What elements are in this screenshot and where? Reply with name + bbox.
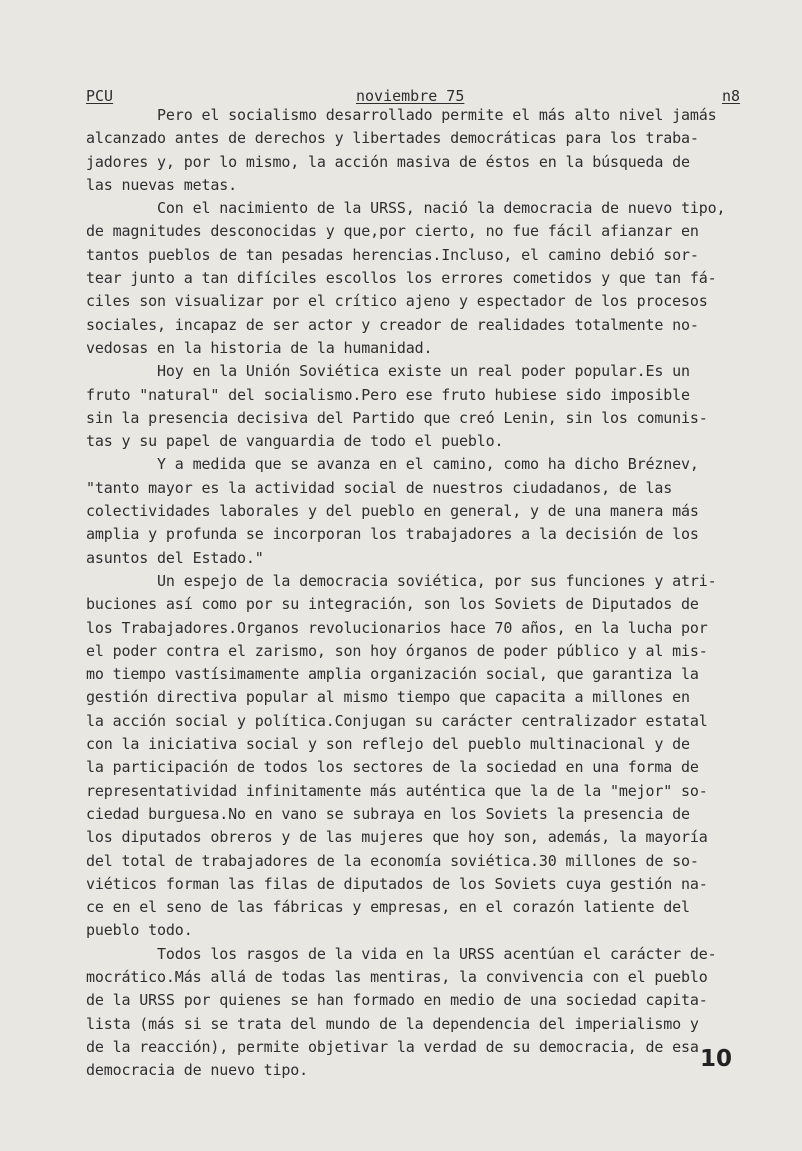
text-line: asuntos del Estado.": [86, 548, 264, 567]
text-line: "tanto mayor es la actividad social de nuestros ciudadanos, de las: [86, 478, 673, 497]
header-issue-number: n8: [721, 87, 740, 105]
text-line: la acción social y política.Conjugan su carácter centralizador estatal: [86, 711, 708, 730]
text-line: gestión directiva popular al mismo tiempo que capacita a millones en: [86, 688, 690, 707]
text-line: ciles son visualizar por el crítico ajeno y espectador de los procesos: [86, 292, 708, 311]
page-number: 10: [700, 1046, 733, 1072]
text-line: Y a medida que se avanza en el camino, como ha dicho Bréznev,: [86, 455, 699, 474]
text-line: fruto "natural" del socialismo.Pero ese fruto hubiese sido imposible: [86, 385, 690, 404]
text-line: tear junto a tan difíciles escollos los errores cometidos y que tan fá-: [86, 269, 717, 288]
text-line: de la URSS por quienes se han formado en medio de una sociedad capita-: [86, 991, 708, 1010]
text-line: mo tiempo vastísimamente amplia organización social, que garantiza la: [86, 665, 699, 684]
text-line: de la reacción), permite objetivar la verdad de su democracia, de esa: [86, 1037, 699, 1056]
text-line: Pero el socialismo desarrollado permite el más alto nivel jamás: [86, 106, 717, 124]
text-line: de magnitudes desconocidas y que,por cierto, no fue fácil afianzar en: [86, 222, 699, 241]
text-line: colectividades laborales y del pueblo en general, y de una manera más: [86, 502, 699, 521]
body-text: [86, 104, 750, 1082]
text-line: Hoy en la Unión Soviética existe un real poder popular.Es un: [86, 362, 690, 381]
text-line: jadores y, por lo mismo, la acción masiva de éstos en la búsqueda de: [86, 152, 690, 171]
text-line: representatividad infinitamente más auténtica que la de la "mejor" so-: [86, 781, 708, 800]
text-line: sin la presencia decisiva del Partido que creó Lenin, sin los comunis-: [86, 408, 708, 427]
text-line: viéticos forman las filas de diputados de los Soviets cuya gestión na-: [86, 874, 708, 893]
text-line: los diputados obreros y de las mujeres que hoy son, además, la mayoría: [86, 828, 708, 847]
text-line: del total de trabajadores de la economía soviética.30 millones de so-: [86, 851, 699, 870]
text-line: pueblo todo.: [86, 921, 193, 940]
text-line: vedosas en la historia de la humanidad.: [86, 338, 433, 357]
header-date: noviembre 75: [356, 87, 465, 105]
text-line: Con el nacimiento de la URSS, nació la democracia de nuevo tipo,: [86, 199, 726, 218]
text-line: tas y su papel de vanguardia de todo el pueblo.: [86, 432, 504, 451]
text-line: los Trabajadores.Organos revolucionarios hace 70 años, en la lucha por: [86, 618, 708, 637]
page-header: [86, 86, 740, 106]
text-line: con la iniciativa social y son reflejo del pueblo multinacional y de: [86, 735, 690, 754]
header-publication: PCU: [86, 87, 114, 105]
text-line: lista (más si se trata del mundo de la dependencia del imperialismo y: [86, 1014, 699, 1033]
text-line: ciedad burguesa.No en vano se subraya en los Soviets la presencia de: [86, 804, 690, 823]
text-line: tantos pueblos de tan pesadas herencias.Incluso, el camino debió sor-: [86, 245, 699, 264]
text-line: ce en el seno de las fábricas y empresas, en el corazón latiente del: [86, 898, 690, 917]
text-line: el poder contra el zarismo, son hoy órganos de poder público y al mis-: [86, 641, 708, 660]
text-line: Un espejo de la democracia soviética, por sus funciones y atri-: [86, 571, 717, 590]
text-line: mocrático.Más allá de todas las mentiras, la convivencia con el pueblo: [86, 967, 708, 986]
text-line: la participación de todos los sectores de la sociedad en una forma de: [86, 758, 699, 777]
text-line: las nuevas metas.: [86, 175, 237, 194]
text-line: sociales, incapaz de ser actor y creador de realidades totalmente no-: [86, 315, 699, 334]
text-line: alcanzado antes de derechos y libertades democráticas para los traba-: [86, 129, 699, 148]
text-line: buciones así como por su integración, son los Soviets de Diputados de: [86, 595, 699, 614]
text-line: Todos los rasgos de la vida en la URSS acentúan el carácter de-: [86, 944, 717, 963]
text-line: amplia y profunda se incorporan los trabajadores a la decisión de los: [86, 525, 699, 544]
text-line: democracia de nuevo tipo.: [86, 1061, 309, 1080]
